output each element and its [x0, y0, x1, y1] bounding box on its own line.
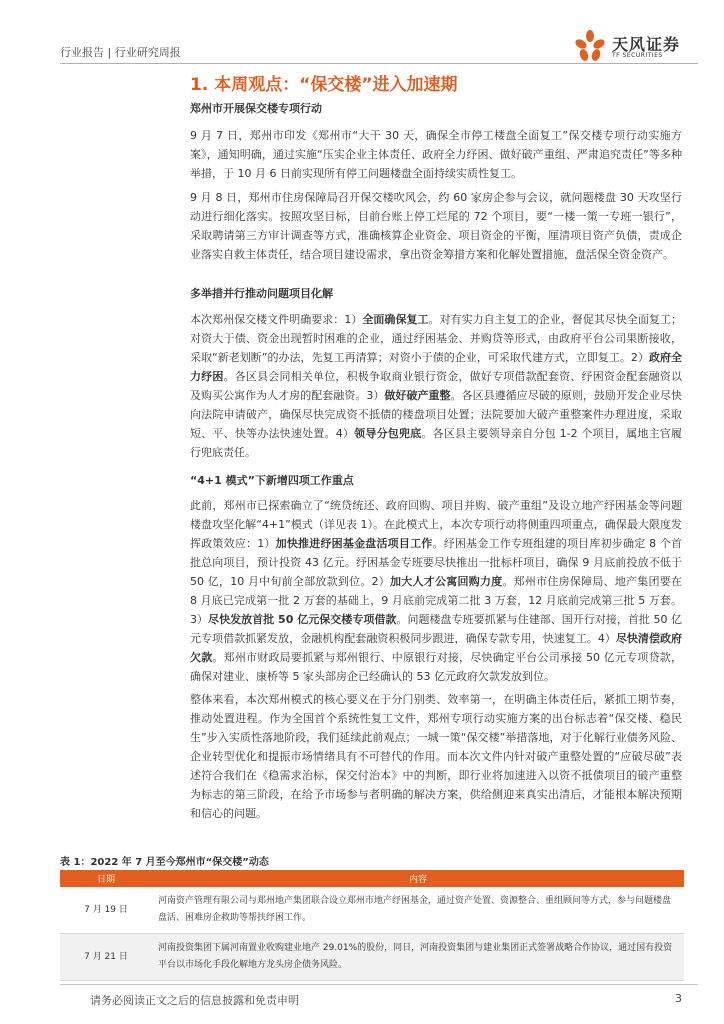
- subheading-2: 多举措并行推动问题项目化解: [190, 287, 333, 300]
- page-number: 3: [675, 992, 682, 1005]
- row-date: 7 月 19 日: [60, 887, 152, 934]
- table-header-date: 日期: [60, 870, 152, 887]
- table-header-content: 内容: [152, 870, 684, 887]
- row-date: 7 月 21 日: [60, 934, 152, 981]
- paragraph-1: 9 月 7 日，郑州市印发《郑州市“大干 30 天，确保全市停工楼盘全面复工”保交楼专项行动实施方案》，通知明确，通过实施“压实企业主体责任、政府全力纾困、做好破产重组、严肃追究责任”等多种举措，于 10 月 6 日前实现所有停工问题楼盘全面持续实质性复工。: [190, 129, 682, 180]
- company-logo: [572, 28, 702, 64]
- section-title: 1. 本周观点：“保交楼”进入加速期: [190, 75, 458, 95]
- subheading-3: “4+1 模式”下新增四项工作重点: [190, 474, 354, 487]
- footer-divider: [60, 984, 698, 985]
- table-row: [60, 934, 684, 981]
- paragraph-5: 整体来看，本次郑州模式的核心要义在于分门别类、效率第一，在明确主体责任后，紧抓工期节奏，推动处置进程。作为全国首个系统性复工文件，郑州专项行动实施方案的出台标志着“保交楼、稳民生”步入实质性落地阶段，我们延续此前观点；一城一策“保交楼”举措落地，对于化解行业债务风险、企业转型优化和提振市场情绪具有不可替代的作用。而本次文件内针对破产重整处置的“应破尽破”表述符合我们在《稳需求治标，保交付治本》中的判断，即行业将加速进入以资不抵债项目的破产重整为标志的第三阶段，在给予市场参与者明确的解决方案，供给侧迎来真实出清后，才能根本解决预期和信心的问题。: [190, 693, 682, 820]
- paragraph-2: 9 月 8 日，郑州市住房保障局召开保交楼吹风会，约 60 家房企参与会议，就问题楼盘 30 天攻坚行动进行细化落实。按照攻坚目标，目前台账上停工烂尾的 72 个项目，要“一楼一策一专班一银行”，采取聘请第三方审计调查等方式，准确核算企业资金、项目资金的平衡，厘清项目资产负债，责成企业落实自救主体责任，结合项目建设需求，拿出资金筹措方案和化解处置措施，盘活保全资金资产。: [190, 191, 682, 261]
- dynamics-table: [60, 870, 684, 981]
- table-title: 表 1：2022 年 7 月至今郑州市“保交楼”动态: [60, 857, 269, 868]
- table-row: [60, 887, 684, 934]
- row-content: 河南资产管理有限公司与郑州地产集团联合设立郑州市地产纾困基金，通过资产处置、资源整合、重组顾问等方式，参与问题楼盘盘活、困难房企救助等帮扶纾困工作。: [152, 887, 684, 934]
- row-content: 河南投资集团下属河南置业收购建业地产 29.01%的股份，同日，河南投资集团与建业集团正式签署战略合作协议，通过国有投资平台以市场化手段化解地方龙头房企债务风险。: [152, 934, 684, 981]
- logo-cn: 天风证券: [612, 35, 681, 54]
- subheading-1: 郑州市开展保交楼专项行动: [190, 102, 322, 115]
- logo-en: TF SECURITIES: [612, 52, 663, 59]
- flower-logo-icon: [572, 28, 608, 64]
- header-tag: 行业报告 | 行业研究周报: [60, 46, 181, 59]
- footer-disclaimer: 请务必阅读正文之后的信息披露和免责申明: [90, 994, 299, 1007]
- paragraph-4: 此前，郑州市已探索确立了“统贷统还、政府回购、项目并购、破产重组”及设立地产纾困基金等问题楼盘攻坚化解“4+1”模式（详见表 1）。在此模式上，本次专项行动将侧重四项重点，确保最大限度发挥政策效应：1）加快推进纾困基金盘活项目工作。纾困基金工作专班组建的项目库初步确定 8 个首批总向项目，预计投资 43 亿元。纾困基金专班要尽快推出一批标杆项目，确保 9 月底前投放不低于 50 亿，10 月中旬前全部放款到位。2）加大人才公寓回购力度。郑州市住房保障局、地产集团要在 8 月底已完成第一批 2 万套的基础上，9 月底前完成第二批 3 万套，12 月底前完成第三批 5 万套。3）尽快发放首批 50 亿元保交楼专项借款。问题楼盘专班要抓紧与住建部、国开行对接，首批 50 亿元专项借款抓紧发放，金融机构配套融资积极同步跟进，确保专款专用，快速复工。4）尽快清偿政府欠款。郑州市财政局要抓紧与郑州银行、中原银行对接，尽快确定平台公司承接 50 亿元专项贷款，确保对建业、康桥等 5 家头部房企已经确认的 53 亿元政府欠款发放到位。: [190, 499, 683, 683]
- paragraph-3: 本次郑州保交楼文件明确要求：1）全面确保复工。对有实力自主复工的企业，督促其尽快全面复工；对资大于债、资金出现暂时困难的企业，通过纾困基金、并购贷等形式，由政府平台公司果断接收，采取“新老划断”的办法，先复工再清算；对资小于债的企业，可采取代建方式，立即复工。2）政府全力纾困。各区县会同相关单位，积极争取商业银行资金，做好专项借款配套资、纾困资金配套融资以及购买公寓作为人才房的配套融资。3）做好破产重整。各区县遵循应尽破的原则，鼓励开发企业尽快向法院申请破产，确保尽快完成资不抵债的楼盘项目处置；法院要加大破产重整案件办理进度，采取短、平、快等办法快速处置。4）领导分包兜底。各区县主要领导亲自分包 1-2 个项目，属地主官履行兜底责任。: [190, 313, 683, 459]
